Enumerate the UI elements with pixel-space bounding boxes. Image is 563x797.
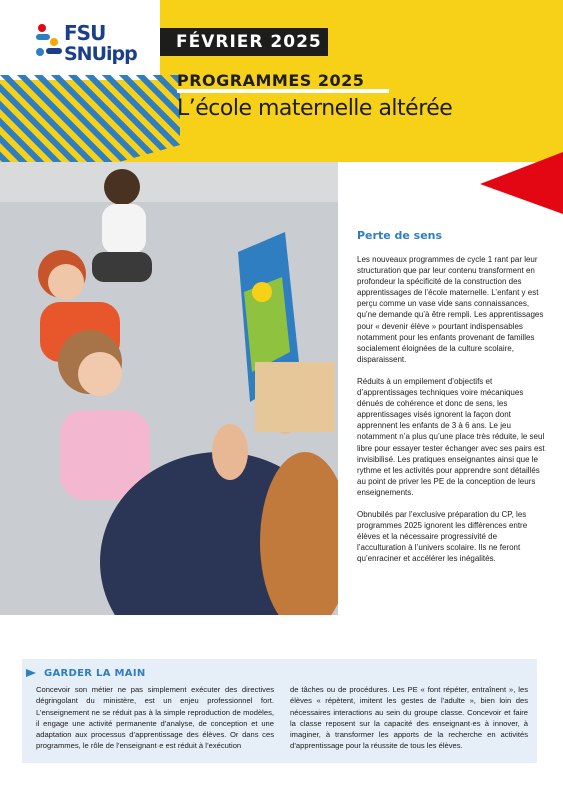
page-title: L’école maternelle altérée — [177, 96, 453, 121]
article-paragraph: Réduits à un empilement d’objectifs et d’apprentissages techniques voire mécaniques dénués de cohérence et donc de sens, les apprentissages visés ignorent la façon dont apprennent les enfants de 3 à 6 ans. Le jeu notamment n’a plus qu’une place très réduite, le seul libre pour essayer tester échanger avec ses pairs est invisibilisé. Les pratiques enseignantes ainsi que le rythme et les activités pour apprendre sont détaillés au point de priver les PE de la conception de leurs enseignements. — [357, 376, 545, 497]
article-paragraph: Les nouveaux programmes de cycle 1 rant par leur structuration que par leur contenu transforment en profondeur la spécificité de la construction des apprentissages de l’école maternelle. L’enfant y est perçu comme un vase vide sans connaissances, qu’ne demande qu’à être rempli. Les apprentissages pour « devenir élève » pourtant indispensables notamment pour les enfants provenant de familles socialement éloignées de la culture scolaire, disparaissent. — [357, 255, 544, 364]
article-body — [357, 254, 547, 575]
info-box-title: GARDER LA MAIN — [44, 668, 146, 679]
info-box-column-1: Concevoir son métier ne pas simplement exécuter des directives dégringolant du ministère, est un enjeu professionnel fort. L’enseignement ne se réduit pas à la simple reproduction de modèles, il engage une activité permanente d’analyse, de conception et une adaptation aux processus d’apprentissage des élèves. Or dans ces programmes, le rôle de l’enseignant·e est réduit à l’exécution — [36, 685, 274, 751]
logo-snuipp-text: SNUipp — [64, 43, 137, 65]
article-paragraph: Obnubilés par l’exclusive préparation du CP, les programmes 2025 ignorent les différences entre élèves et la nécessaire progressivité de l’acculturation à l’univers scolaire. Ils ne feront qu’enraciner et accélérer les inégalités. — [357, 509, 528, 564]
page-kicker: PROGRAMMES 2025 — [177, 71, 365, 90]
section-title: Perte de sens — [357, 229, 443, 242]
info-box-column-2: de tâches ou de procédures. Les PE « font répéter, entraînent », les élèves « répètent, imitent les gestes de l’adulte », bien loin des nécessaires interactions au sein du groupe classe. Concevoir et faire la classe reposent sur la capacité des enseignant·es à innover, à imaginer, à transformer les apports de la recherche en activités d’apprentissage pour la réussite de tous les élèves. — [290, 685, 528, 751]
date-label: FÉVRIER 2025 — [160, 28, 328, 56]
arrow-right-icon — [26, 669, 36, 677]
fsu-snuipp-logo — [34, 20, 137, 72]
red-triangle-decoration — [480, 152, 563, 214]
classroom-illustration — [0, 162, 338, 615]
classroom-photo — [0, 162, 338, 615]
logo-fsu-text: FSU — [64, 21, 106, 45]
logo-figures-icon — [34, 22, 66, 62]
